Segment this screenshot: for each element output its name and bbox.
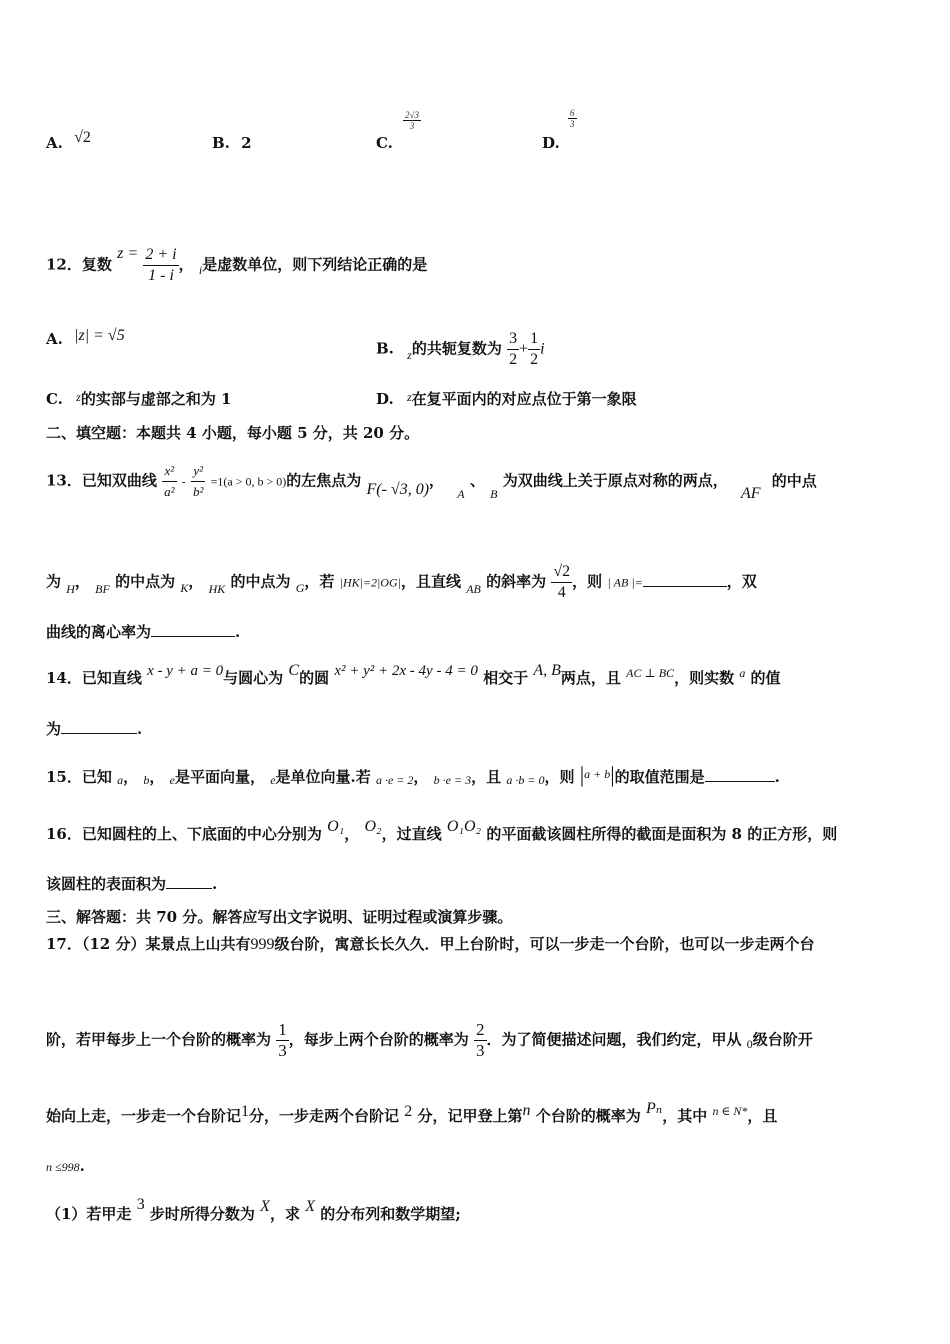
q11-option-d-fraction: $\frac{6}{3}$ bbox=[570, 108, 575, 129]
q12-option-d: D. $^z$在复平面内的对应点位于第一象限 bbox=[376, 390, 637, 408]
q17-line-1: 17．（12 分）某景点上山共有999级台阶，寓意长长久久．甲上台阶时，可以一步走一个台阶，也可以一步走两个台 bbox=[46, 935, 815, 953]
q13-line-3: 曲线的离心率为 . bbox=[46, 623, 241, 641]
q14-answer-blank[interactable] bbox=[61, 719, 137, 734]
q13-answer-blank-2[interactable] bbox=[151, 622, 235, 637]
q14-line-1: 14．已知直线 x - y + a = 0与圆心为 C的圆 x² + y² + 2x - 4y - 4 = 0 相交于 A, B两点，且 $^{AC \perp BC}$，则实数 $^a$ 的值 bbox=[46, 662, 781, 687]
q13-line-1: 13．已知双曲线 $\frac{\text{x²}}{\text{a²}}$ - $\frac{\text{y²}}{\text{b²}}$ =1(a > 0, b > 0)的左焦点为 F(- √3, 0)， $_A$ 、 $_B$ 为双曲线上关于原点对称的两点， AF 的中点 bbox=[46, 463, 817, 502]
q17-subquestion-1: （1）若甲走 3 步时所得分数为 X，求 X 的分布列和数学期望; bbox=[46, 1196, 461, 1223]
q12-stem: 12．复数 z = $\frac{2 + i}{1 - i}$ ， $_i$是虚数单位，则下列结论正确的是 bbox=[46, 244, 428, 284]
q12-option-a: A. |z| = √5 bbox=[46, 327, 125, 348]
q15-answer-blank[interactable] bbox=[705, 767, 775, 782]
q13-line-2: 为 $_H$， $_{BF}$ 的中点为 $_K$， $_{HK}$ 的中点为 $_G$，若 |HK|=2|OG|，且直线 $_{AB}$ 的斜率为 $\frac{√2}{4}$ ，则 | AB |= ，双 bbox=[46, 563, 757, 601]
q17-line-3: 始向上走，一步走一个台阶记1分，一步走两个台阶记 2 分，记甲登上第n 个台阶的概率为 Pₙ，其中 $^{n \in N*}$，且 bbox=[46, 1100, 778, 1125]
q14-line-2: 为 . bbox=[46, 720, 143, 738]
q15-line: 15．已知 a， b， e是平面向量， e是单位向量.若 a ·e = 2， b ·e = 3，且 a ·b = 0，则 $|^{a + b}|$的取值范围是 . bbox=[46, 762, 780, 787]
q16-answer-blank[interactable] bbox=[166, 874, 212, 889]
q17-line-4: n ≤998. bbox=[46, 1157, 85, 1175]
q17-line-2: 阶，若甲每步上一个台阶的概率为 $\frac{1}{3}$ ，每步上两个台阶的概率为 $\frac{2}{3}$ ．为了简便描述问题，我们约定，甲从 $_0$级台阶开 bbox=[46, 1020, 813, 1060]
q16-line-2: 该圆柱的表面积为 . bbox=[46, 875, 218, 893]
section-2-title: 二、填空题：本题共 4 小题，每小题 5 分，共 20 分。 bbox=[46, 424, 420, 442]
section-3-title: 三、解答题：共 70 分。解答应写出文字说明、证明过程或演算步骤。 bbox=[46, 908, 513, 926]
q11-option-b: B. 2 bbox=[212, 134, 252, 152]
q12-option-b: B. $_z$的共轭复数为 $\frac{3}{2}$ + $\frac{1}{2}$ i bbox=[376, 330, 545, 368]
q11-option-d: D. bbox=[542, 134, 560, 152]
q11-option-c: C. bbox=[376, 134, 393, 152]
q11-option-c-fraction: $\frac{2√3}{3}$ bbox=[405, 110, 419, 131]
q12-option-c: C. $^z$的实部与虚部之和为 1 bbox=[46, 390, 232, 408]
q11-option-a: A. √2 bbox=[46, 129, 91, 152]
q11-option-a-value: √2 bbox=[74, 129, 91, 146]
q16-line-1: 16．已知圆柱的上、下底面的中心分别为 O₁， O₂，过直线 O₁O₂ 的平面截该圆柱所得的截面是面积为 8 的正方形，则 bbox=[46, 818, 838, 843]
q13-answer-blank-1[interactable] bbox=[643, 572, 727, 587]
